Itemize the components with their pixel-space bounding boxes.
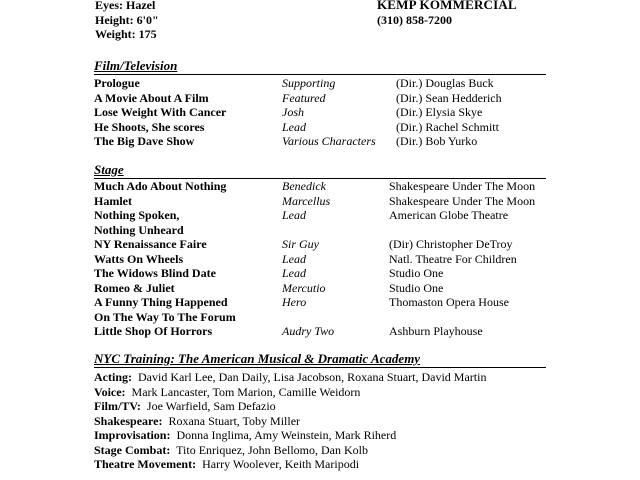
training-teachers: Mark Lancaster, Tom Marion, Camille Weidorn — [131, 384, 361, 399]
credit-title: Hamlet — [94, 193, 132, 208]
credit-role: Hero — [282, 295, 307, 309]
credit-title: A Funny Thing Happened — [94, 295, 228, 309]
weight-stat: Weight: 175 — [95, 27, 157, 41]
credit-director: (Dir.) Elysia Skye — [396, 105, 483, 119]
training-teachers: Roxana Stuart, Toby Miller — [168, 413, 301, 428]
stage-row — [0, 237, 640, 252]
credit-venue: Thomaston Opera House — [389, 295, 509, 309]
training-row — [0, 443, 640, 458]
training-teachers: Tito Enriquez, John Bellomo, Dan Kolb — [176, 442, 369, 457]
credit-title: Lose Weight With Cancer — [94, 105, 227, 119]
agency-phone: (310) 858-7200 — [377, 12, 452, 27]
training-teachers: David Karl Lee, Dan Daily, Lisa Jacobson, Roxana Stuart, David Martin — [138, 370, 487, 384]
credit-role: Marcellus — [282, 193, 331, 208]
stage-row — [0, 295, 640, 310]
stage-row — [0, 310, 640, 325]
film-section-title: Film/Television — [94, 58, 178, 73]
stage-row — [0, 179, 640, 194]
credit-title: Much Ado About Nothing — [94, 179, 227, 193]
credit-venue: Shakespeare Under The Moon — [389, 193, 536, 208]
credit-venue: Studio One — [389, 280, 444, 295]
credit-role: Various Characters — [282, 134, 376, 148]
credit-title: Romeo & Juliet — [94, 280, 175, 295]
credit-title: Prologue — [94, 76, 140, 90]
credit-role: Lead — [282, 208, 306, 222]
agency-name: KEMP KOMMERCIAL — [377, 0, 517, 12]
personal-stats — [95, 0, 159, 42]
film-row — [0, 134, 640, 149]
credit-director: (Dir.) Bob Yurko — [396, 134, 478, 148]
stage-section-title: Stage — [94, 162, 124, 177]
stage-row — [0, 208, 640, 223]
training-row — [0, 414, 640, 429]
training-row — [0, 399, 640, 414]
credit-title: The Big Dave Show — [94, 134, 195, 148]
training-label: Acting: — [94, 370, 132, 384]
training-teachers: Harry Woolever, Keith Maripodi — [202, 457, 360, 471]
credit-title: The Widows Blind Date — [94, 266, 216, 280]
stage-row — [0, 252, 640, 267]
credit-title: He Shoots, She scores — [94, 119, 205, 134]
credit-venue: Shakespeare Under The Moon — [389, 179, 536, 193]
film-row — [0, 91, 640, 106]
credit-venue: Ashburn Playhouse — [389, 324, 483, 338]
stage-row — [0, 194, 640, 209]
credit-role: Featured — [282, 90, 326, 105]
credit-role: Lead — [282, 251, 306, 266]
credit-role: Mercutio — [282, 280, 326, 295]
credit-director: (Dir.) Douglas Buck — [396, 76, 494, 90]
film-row — [0, 105, 640, 120]
credit-role: Sir Guy — [282, 237, 319, 251]
training-row — [0, 370, 640, 385]
credit-title: NY Renaissance Faire — [94, 237, 207, 251]
height-stat: Height: 6'0" — [95, 12, 159, 27]
training-teachers: Donna Inglima, Amy Weinstein, Mark Riherd — [176, 428, 397, 442]
training-label: Shakespeare: — [94, 413, 163, 428]
eyes-stat: Eyes: Hazel — [95, 0, 156, 12]
credit-title: Nothing Unheard — [94, 222, 184, 237]
film-row — [0, 120, 640, 135]
training-label: Voice: — [94, 384, 126, 399]
credit-role: Supporting — [282, 76, 336, 90]
training-label: Theatre Movement: — [94, 457, 197, 471]
credit-director: (Dir.) Sean Hedderich — [396, 90, 502, 105]
credit-title: Little Shop Of Horrors — [94, 324, 213, 338]
credit-venue: Studio One — [389, 266, 444, 280]
credit-venue: Natl. Theatre For Children — [389, 251, 517, 266]
stage-row — [0, 324, 640, 339]
training-teachers: Joe Warfield, Sam Defazio — [146, 399, 276, 413]
stage-row — [0, 223, 640, 238]
training-row — [0, 457, 640, 472]
credit-role: Lead — [282, 266, 306, 280]
training-label: Improvisation: — [94, 428, 171, 442]
credit-title: Nothing Spoken, — [94, 208, 180, 222]
credit-title: A Movie About A Film — [94, 90, 209, 105]
film-row — [0, 76, 640, 91]
training-row — [0, 385, 640, 400]
credit-role: Benedick — [282, 179, 326, 193]
training-row — [0, 428, 640, 443]
credit-venue: American Globe Theatre — [389, 208, 509, 222]
training-section-rule — [94, 367, 546, 368]
credit-role: Audry Two — [282, 324, 335, 338]
credit-venue: (Dir) Christopher DeTroy — [389, 237, 513, 251]
credit-role: Lead — [282, 119, 306, 134]
credit-director: (Dir.) Rachel Schmitt — [396, 119, 499, 134]
training-label: Stage Combat: — [94, 442, 171, 457]
agency-info — [377, 0, 517, 27]
stage-row — [0, 281, 640, 296]
stage-row — [0, 266, 640, 281]
film-section-rule — [94, 74, 546, 75]
training-section-title: NYC Training: The American Musical & Dramatic Academy — [94, 351, 421, 366]
credit-title: Watts On Wheels — [94, 251, 184, 266]
credit-role: Josh — [282, 105, 304, 119]
training-label: Film/TV: — [94, 399, 141, 413]
credit-title: On The Way To The Forum — [94, 309, 236, 324]
